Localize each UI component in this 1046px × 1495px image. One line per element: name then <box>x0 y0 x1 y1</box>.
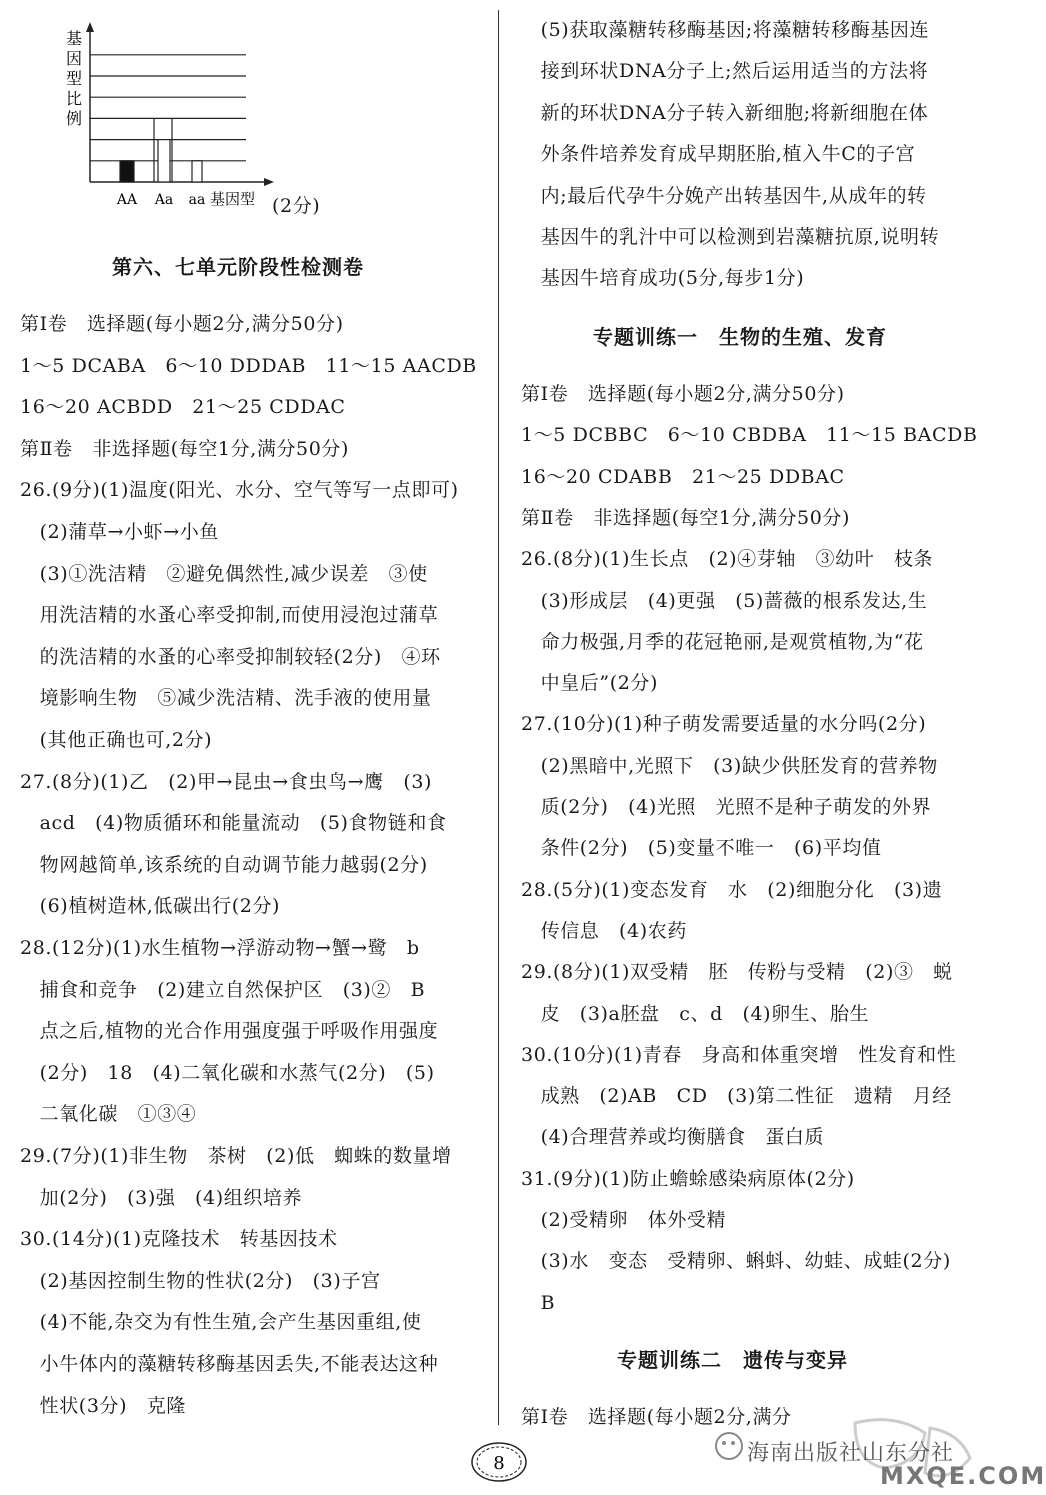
answer-line: 30.(14分)(1)克隆技术 转基因技术 <box>20 1228 338 1251</box>
answer-line: 29.(7分)(1)非生物 茶树 (2)低 蜘蛛的数量增 <box>20 1145 452 1167</box>
x-axis-arrow <box>264 178 274 186</box>
genotype-ratio-chart <box>48 20 278 215</box>
column-divider <box>498 10 499 1425</box>
chart-x-label: 基因型 <box>210 190 256 208</box>
answer-line: 基因牛培育成功(5分,每步1分) <box>521 267 805 290</box>
answer-line: 质(2分) (4)光照 光照不是种子萌发的外界 <box>521 796 932 818</box>
answer-line: (6)植树造林,低碳出行(2分) <box>20 895 281 918</box>
answer-line: 成熟 (2)AB CD (3)第二性征 遗精 月经 <box>521 1085 952 1108</box>
answer-line: 二氧化碳 ①③④ <box>20 1103 197 1126</box>
answer-line: 31.(9分)(1)防止蟾蜍感染病原体(2分) <box>521 1167 855 1190</box>
wechat-icon <box>716 1433 742 1459</box>
answer-line: 基因牛的乳汁中可以检测到岩藻糖抗原,说明转 <box>521 226 940 248</box>
answer-line: 28.(12分)(1)水生植物→浮游动物→蟹→鹭 b <box>20 937 420 959</box>
chart-y-label <box>66 29 82 128</box>
y-label-char: 例 <box>65 109 83 128</box>
answer-line: 传信息 (4)农药 <box>521 919 687 942</box>
section-title-training-2: 专题训练二 遗传与变异 <box>617 1348 848 1372</box>
answer-line: 29.(8分)(1)双受精 胚 传粉与受精 (2)③ 蜕 <box>521 961 953 984</box>
answer-line: 16～20 CDABB 21～25 DDBAC <box>521 465 845 488</box>
answer-line: (2)受精卵 体外受精 <box>521 1209 727 1231</box>
bar-Aa <box>158 140 170 182</box>
answer-line: 境影响生物 ⑤减少洗洁精、洗手液的使用量 <box>20 687 432 710</box>
answer-line: 接到环状DNA分子上;然后运用适当的方法将 <box>521 60 929 83</box>
answer-line: 第Ⅰ卷 选择题(每小题2分,满分50分) <box>20 313 344 335</box>
answer-line: 小牛体内的藻糖转移酶基因丢失,不能表达这种 <box>20 1353 439 1375</box>
answer-line: acd (4)物质循环和能量流动 (5)食物链和食 <box>20 812 447 835</box>
section-title-left: 第六、七单元阶段性检测卷 <box>112 255 364 279</box>
answer-line: (4)合理营养或均衡膳食 蛋白质 <box>521 1126 825 1149</box>
answer-line: (3)水 变态 受精卵、蝌蚪、幼蛙、成蛙(2分) <box>521 1250 951 1273</box>
x-tick-label: Aa <box>154 192 174 208</box>
answer-line: 内;最后代孕牛分娩产出转基因牛,从成年的转 <box>521 184 927 207</box>
answer-line: 用洗洁精的水蚤心率受抑制,而使用浸泡过蒲草 <box>20 604 439 627</box>
answer-line: 性状(3分) 克隆 <box>20 1394 186 1417</box>
section-title-training-1: 专题训练一 生物的生殖、发育 <box>593 325 887 349</box>
x-tick-label: aa <box>188 192 206 208</box>
y-label-char: 基 <box>65 29 83 48</box>
watermark-site: MXQE.COM <box>880 1462 1046 1490</box>
answer-line: (2)基因控制生物的性状(2分) (3)子宫 <box>20 1269 381 1292</box>
chart-score: (2分) <box>272 195 321 217</box>
training-2-first-line: 第Ⅰ卷 选择题(每小题2分,满分 <box>521 1406 792 1428</box>
chart-bars <box>120 118 202 182</box>
answer-line: (5)获取藻糖转移酶基因;将藻糖转移酶基因连 <box>521 19 930 41</box>
answer-line: (2)黑暗中,光照下 (3)缺少供胚发育的营养物 <box>521 754 938 777</box>
bar-aa <box>192 161 202 182</box>
answer-line: 第Ⅱ卷 非选择题(每空1分,满分50分) <box>521 506 851 529</box>
x-tick-label: AA <box>116 192 138 208</box>
answer-line: 外条件培养发育成早期胚胎,植入牛C的子宫 <box>521 143 916 166</box>
answer-line: 的洗洁精的水蚤的心率受抑制较轻(2分) ④环 <box>20 645 441 668</box>
answer-line: (2分) 18 (4)二氧化碳和水蒸气(2分) (5) <box>20 1061 435 1084</box>
answer-line: 捕食和竞争 (2)建立自然保护区 (3)② B <box>20 978 426 1001</box>
answer-line: 27.(8分)(1)乙 (2)甲→昆虫→食虫鸟→鹰 (3) <box>20 770 433 793</box>
y-label-char: 型 <box>65 69 83 88</box>
answer-line: (4)不能,杂交为有性生殖,会产生基因重组,使 <box>20 1311 422 1334</box>
answer-line: 1～5 DCABA 6～10 DDDAB 11～15 AACDB <box>20 354 477 377</box>
answer-line: 新的环状DNA分子转入新细胞;将新细胞在体 <box>521 101 929 124</box>
answer-line: (3)①洗洁精 ②避免偶然性,减少误差 ③使 <box>20 562 428 585</box>
answer-line: 皮 (3)a胚盘 c、d (4)卵生、胎生 <box>521 1002 870 1025</box>
answer-line: 物网越简单,该系统的自动调节能力越弱(2分) <box>20 853 428 876</box>
answer-line: (3)形成层 (4)更强 (5)蔷薇的根系发达,生 <box>521 589 928 612</box>
answer-line: 中皇后”(2分) <box>521 672 659 695</box>
answer-line: 26.(9分)(1)温度(阳光、水分、空气等写一点即可) <box>20 479 459 502</box>
answer-line: 加(2分) (3)强 (4)组织培养 <box>20 1186 303 1209</box>
y-axis-arrow <box>86 22 94 32</box>
answer-line: 16～20 ACBDD 21～25 CDDAC <box>20 396 346 419</box>
answer-line: 1～5 DCBBC 6～10 CBDBA 11～15 BACDB <box>521 424 978 447</box>
answer-line: 命力极强,月季的花冠艳丽,是观赏植物,为“花 <box>521 630 924 653</box>
page-number: 8 <box>493 1453 505 1474</box>
answer-line: (其他正确也可,2分) <box>20 729 213 751</box>
y-label-char: 比 <box>65 89 83 108</box>
answer-line: 30.(10分)(1)青春 身高和体重突增 性发育和性 <box>521 1043 957 1066</box>
answer-line: 第Ⅰ卷 选择题(每小题2分,满分50分) <box>521 383 845 405</box>
answer-line: 点之后,植物的光合作用强度强于呼吸作用强度 <box>20 1020 439 1043</box>
answer-line: 第Ⅱ卷 非选择题(每空1分,满分50分) <box>20 437 350 460</box>
answer-line: 条件(2分) (5)变量不唯一 (6)平均值 <box>521 837 882 860</box>
answer-line: (2)蒲草→小虾→小鱼 <box>20 521 219 543</box>
bar-AA <box>120 161 134 182</box>
watermark-text: 海南出版社山东分社 <box>747 1441 955 1466</box>
answer-line: B <box>521 1291 556 1314</box>
chart-x-ticks <box>116 192 205 208</box>
page-number-badge <box>469 1440 529 1484</box>
answer-line: 28.(5分)(1)变态发育 水 (2)细胞分化 (3)遗 <box>521 878 943 901</box>
answer-line: 26.(8分)(1)生长点 (2)④芽轴 ③幼叶 枝条 <box>521 548 934 571</box>
answer-line: 27.(10分)(1)种子萌发需要适量的水分吗(2分) <box>521 713 927 736</box>
y-label-char: 因 <box>65 49 83 68</box>
